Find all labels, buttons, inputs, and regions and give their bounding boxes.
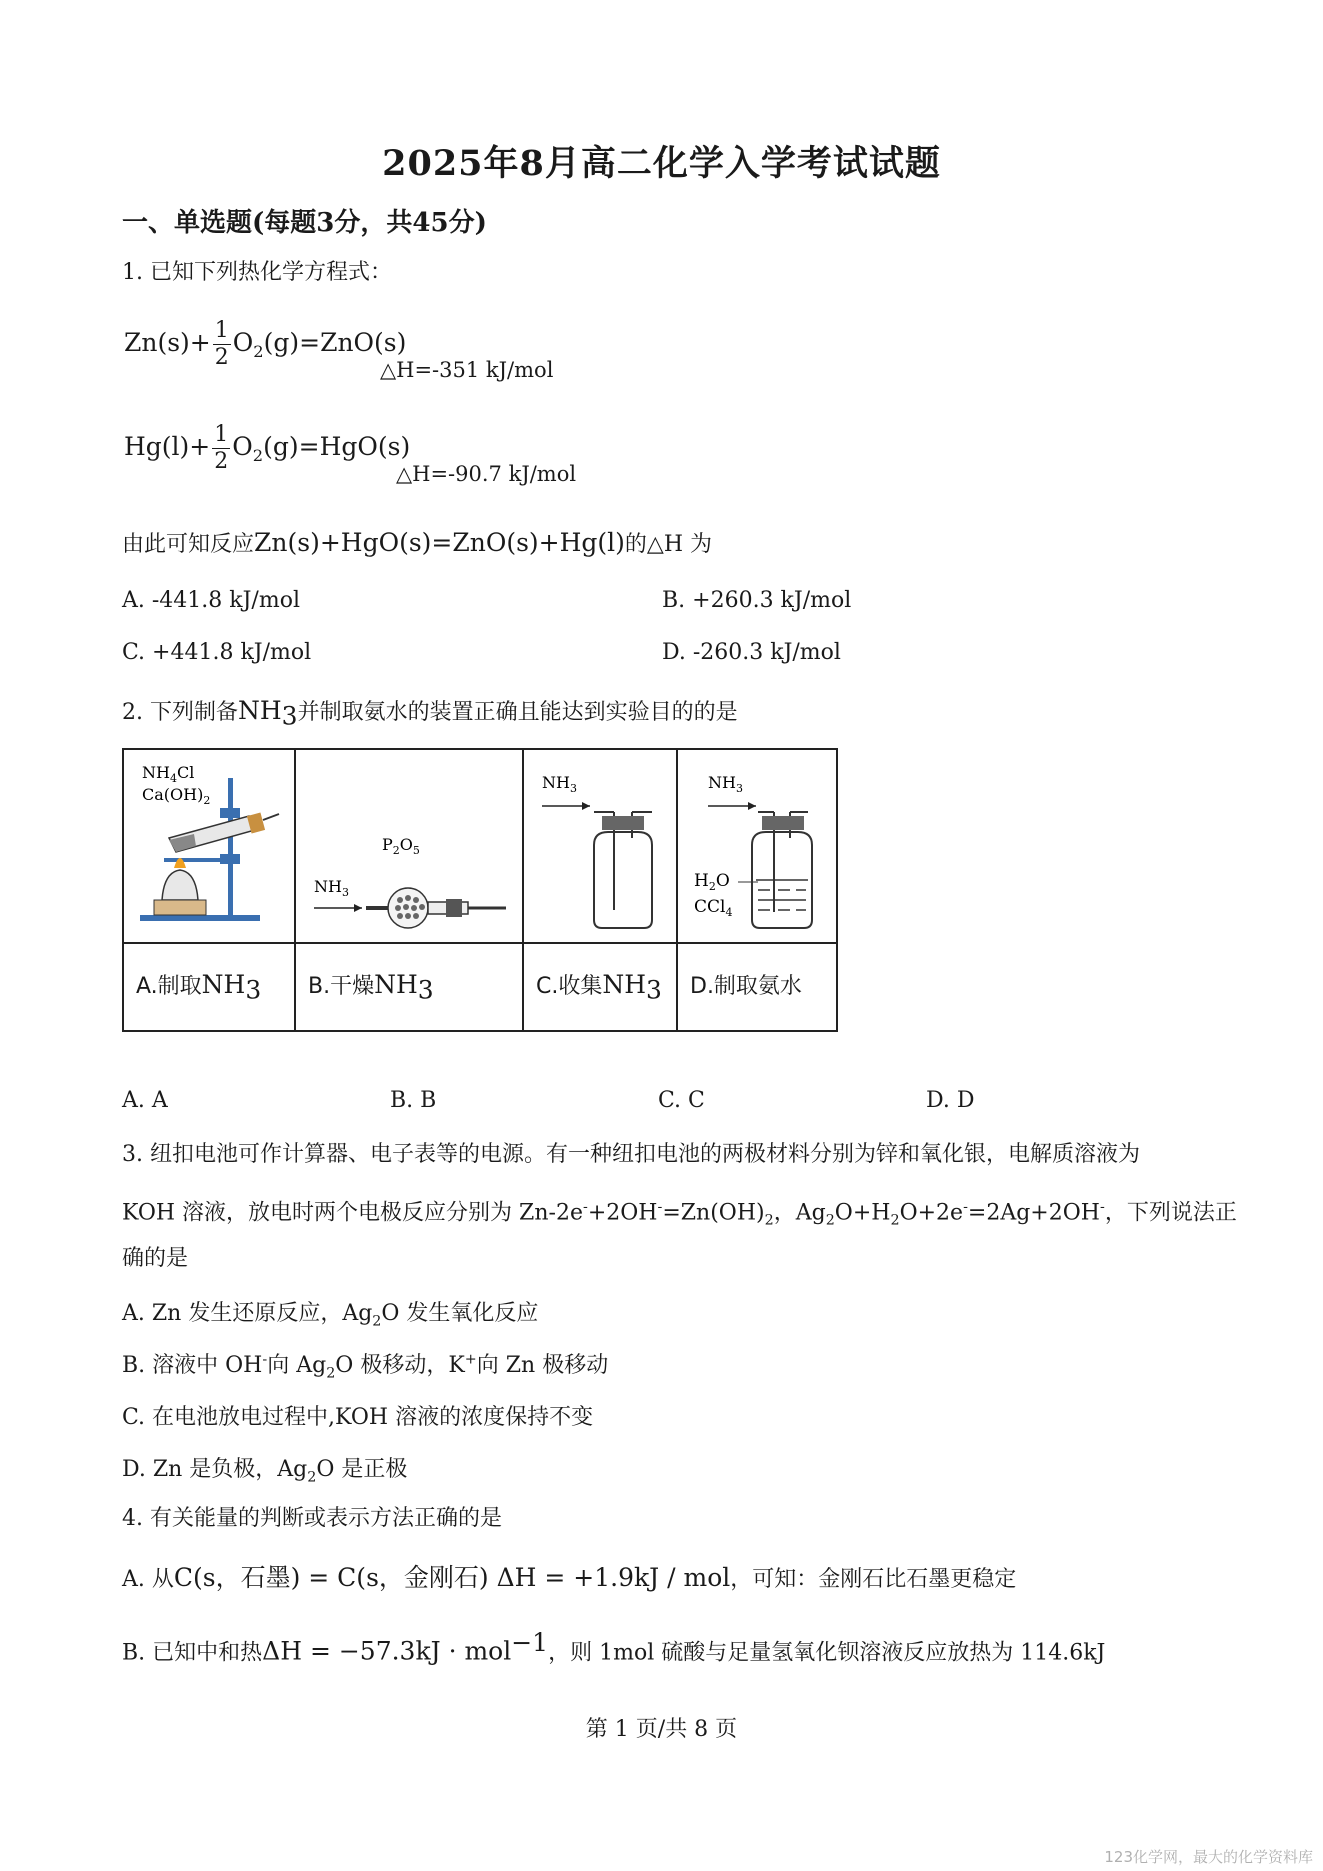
svg-text:Ca(OH)2: $Ca(OH)_2$ bbox=[142, 785, 211, 807]
q1-question: 由此可知反应Zn(s)+HgO(s)=ZnO(s)+Hg(l)的△H 为 bbox=[122, 528, 713, 557]
q3-stem-line-1: 3. 纽扣电池可作计算器、电子表等的电源。有一种纽扣电池的两极材料分别为锌和氧化银，电解质溶液为 bbox=[122, 1142, 1140, 1167]
eq1-right: (g)=ZnO(s) bbox=[263, 328, 407, 357]
q2-option-d[interactable]: D. D bbox=[926, 1088, 975, 1113]
q1-option-a[interactable]: A. -441.8 kJ/mol bbox=[122, 588, 300, 613]
q1-stem: 1. 已知下列热化学方程式： bbox=[122, 260, 392, 285]
q1-option-c[interactable]: C. +441.8 kJ/mol bbox=[122, 640, 312, 665]
gas-collection-bottle-figure bbox=[524, 750, 676, 938]
figure-d-label: D.制取氨水 bbox=[677, 943, 837, 1031]
q3-option-d[interactable]: D. Zn 是负极，$Ag_2O$ 是正极 bbox=[122, 1457, 408, 1486]
svg-text:NH3: $NH_3$ bbox=[314, 877, 349, 899]
page-title: 2025年8月高二化学入学考试试题 bbox=[382, 143, 941, 184]
q1-eq2-enthalpy: △H=-90.7 kJ/mol bbox=[396, 462, 577, 486]
q1-equation-1: Zn(s)+ $\frac{1}{2}$ $O_2(g)=ZnO(s)$ bbox=[124, 318, 407, 370]
svg-text:NH3: $NH_3$ bbox=[542, 773, 577, 795]
q1-eq1-enthalpy: △H=-351 kJ/mol bbox=[380, 358, 554, 382]
q2-stem: 2. 下列制备$NH_3$并制取氨水的装置正确且能达到实验目的的是 bbox=[122, 696, 738, 731]
q4-option-a[interactable]: A. 从C(s，石墨) = C(s，金刚石) ΔH = +1.9kJ / mol，可知：金刚石比石墨更稳定 bbox=[122, 1563, 1017, 1592]
q4-stem: 4. 有关能量的判断或表示方法正确的是 bbox=[122, 1506, 502, 1531]
figure-c-cell bbox=[523, 749, 677, 943]
watermark: 123化学网，最大的化学资料库 bbox=[1104, 1848, 1313, 1866]
q3-option-c[interactable]: C. 在电池放电过程中,KOH 溶液的浓度保持不变 bbox=[122, 1405, 594, 1430]
figure-d-cell bbox=[677, 749, 837, 943]
svg-text:H2O: $H_2O$ bbox=[694, 871, 730, 893]
q3-option-a[interactable]: A. Zn 发生还原反应，$Ag_2O$ 发生氧化反应 bbox=[122, 1301, 539, 1330]
section-heading: 一、单选题(每题3分，共45分) bbox=[122, 208, 487, 238]
svg-text:NH3: $NH_3$ bbox=[708, 773, 743, 795]
q4-option-a-equation: C(s，石墨) = C(s，金刚石) ΔH = +1.9kJ / mol bbox=[173, 1563, 731, 1592]
q2-option-a[interactable]: A. A bbox=[122, 1088, 168, 1113]
figure-b-cell bbox=[295, 749, 523, 943]
q1-target-reaction: Zn(s)+HgO(s)=ZnO(s)+Hg(l) bbox=[254, 528, 625, 557]
svg-text:CCl4: CCl$_4$ bbox=[694, 897, 733, 919]
q4-option-b-math: ΔH = −57.3kJ · mol bbox=[262, 1636, 512, 1666]
figure-b-label: B.干燥$NH_3$ bbox=[295, 943, 523, 1031]
ammonia-absorption-figure bbox=[678, 750, 836, 938]
heating-apparatus-figure bbox=[124, 750, 294, 938]
page-footer: 第 1 页/共 8 页 bbox=[585, 1717, 738, 1742]
apparatus-table bbox=[122, 748, 838, 1032]
q3-option-b[interactable]: B. 溶液中 OH-向 $Ag_2O$ 极移动，K+向 Zn 极移动 bbox=[122, 1351, 609, 1382]
eq2-fraction: $\frac{1}{2}$ bbox=[214, 422, 229, 474]
q1-equation-2: Hg(l)+ $\frac{1}{2}$ $O_2(g)=HgO(s)$ bbox=[124, 422, 411, 474]
q4-option-b[interactable]: B. 已知中和热ΔH = −57.3kJ · mol$^{-1}$，则 1mol 硫酸与足量氢氧化钡溶液反应放热为 114.6kJ bbox=[122, 1628, 1106, 1666]
figure-c-label: C.收集$NH_3$ bbox=[523, 943, 677, 1031]
figure-a-cell bbox=[123, 749, 295, 943]
eq1-fraction: $\frac{1}{2}$ bbox=[214, 318, 229, 370]
drying-tube-figure bbox=[296, 750, 522, 938]
figure-a-label: A.制取$NH_3$ bbox=[123, 943, 295, 1031]
q2-option-c[interactable]: C. C bbox=[658, 1088, 705, 1113]
svg-text:NH4Cl: $NH_4Cl$ bbox=[142, 763, 195, 785]
q2-option-b[interactable]: B. B bbox=[390, 1088, 437, 1113]
q3-stem-line-2: KOH 溶液，放电时两个电极反应分别为 $Zn-2e^-+2OH^-=Zn(OH)_2$，$Ag_2O+H_2O+2e^-=2Ag+2OH^-$，下列说法正 bbox=[122, 1199, 1237, 1229]
q1-option-d[interactable]: D. -260.3 kJ/mol bbox=[662, 640, 841, 665]
svg-text:P2O5: $P_2O_5$ bbox=[382, 835, 420, 857]
eq1-left: Zn(s)+ bbox=[124, 328, 211, 357]
q1-option-b[interactable]: B. +260.3 kJ/mol bbox=[662, 588, 852, 613]
q3-stem-line-3: 确的是 bbox=[122, 1246, 189, 1271]
